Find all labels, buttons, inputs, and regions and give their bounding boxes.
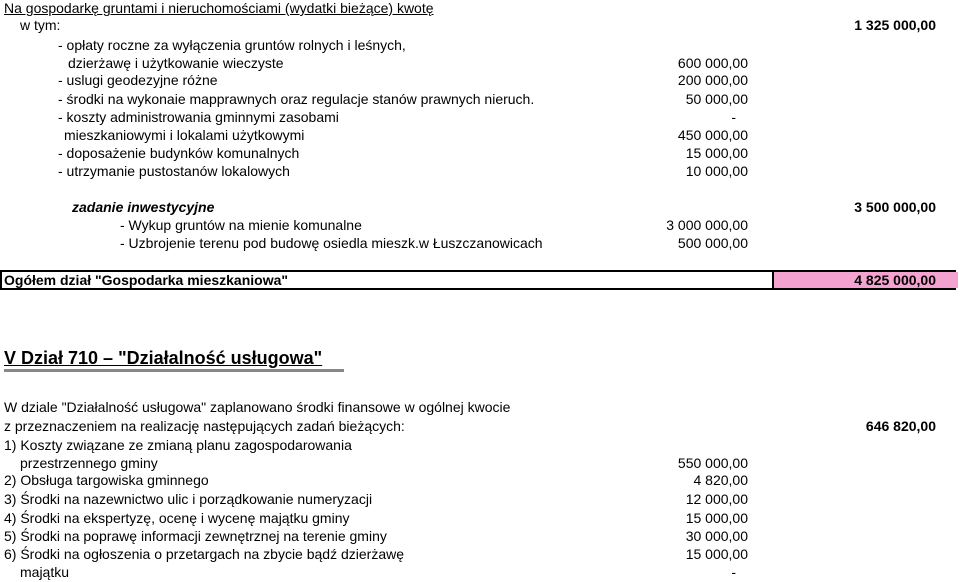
section-item-amount: 550 000,00	[677, 455, 748, 471]
item-label: - środki na wykonaie mapprawnych oraz regulacje stanów prawnych nieruch.	[58, 91, 535, 107]
item-label: - opłaty roczne za wyłączenia gruntów rolnych i leśnych,	[58, 37, 406, 53]
heading-underline	[4, 369, 344, 372]
section-item-amount: 15 000,00	[685, 510, 748, 526]
item-label: dzierżawę i użytkowanie wieczyste	[68, 55, 284, 71]
summary-amount: 4 825 000,00	[854, 272, 936, 288]
section-intro: z przeznaczeniem na realizację następujących zadań bieżących:	[4, 418, 405, 434]
summary-highlight	[772, 272, 958, 288]
w-tym-label: w tym:	[20, 17, 61, 33]
item-amount: 200 000,00	[677, 72, 748, 88]
item-amount: 600 000,00	[677, 55, 748, 71]
invest-total: 3 500 000,00	[854, 199, 936, 215]
section-item-label: 2) Obsługa targowiska gminnego	[4, 472, 209, 488]
section-item-amount: 12 000,00	[685, 491, 748, 507]
section-item-amount: 4 820,00	[693, 472, 748, 488]
section-item-label: 5) Środki na poprawę informacji zewnętrznej na terenie gminy	[4, 528, 387, 544]
item-label: - utrzymanie pustostanów lokalowych	[58, 163, 290, 179]
invest-item-amount: 3 000 000,00	[666, 217, 748, 233]
section-intro: W dziale "Działalność usługowa" zaplanowano środki finansowe w ogólnej kwocie	[4, 399, 511, 415]
invest-item-amount: 500 000,00	[677, 235, 748, 251]
item-label: mieszkaniowymi i lokalami użytkowymi	[64, 127, 305, 143]
section-item-label: 1) Koszty związane ze zmianą planu zagospodarowania	[4, 437, 352, 453]
item-amount: 10 000,00	[685, 163, 748, 179]
item-amount: -	[731, 109, 736, 125]
section-title: Na gospodarkę gruntami i nieruchomościami (wydatki bieżące) kwotę	[4, 0, 434, 16]
invest-item-label: - Wykup gruntów na mienie komunalne	[120, 217, 362, 233]
section-item-label: przestrzennego gminy	[20, 455, 158, 471]
summary-row	[0, 270, 956, 290]
item-amount: 50 000,00	[685, 91, 748, 107]
item-label: - uslugi geodezyjne różne	[58, 72, 218, 88]
invest-label: zadanie inwestycyjne	[72, 199, 215, 215]
intro-total: 1 325 000,00	[854, 17, 936, 33]
section-heading: V Dział 710 – "Działalność usługowa"	[4, 348, 323, 368]
section-item-label: 3) Środki na nazewnictwo ulic i porządkowanie numeryzacji	[4, 491, 373, 507]
section-item-label: 4) Środki na ekspertyzę, ocenę i wycenę majątku gminy	[4, 510, 350, 526]
section-item-label: 6) Środki na ogłoszenia o przetargach na zbycie bądź dzierżawę	[4, 546, 405, 562]
section-item-amount: -	[731, 564, 736, 580]
section-item-amount: 15 000,00	[685, 546, 748, 562]
item-label: - doposażenie budynków komunalnych	[58, 145, 300, 161]
item-amount: 15 000,00	[685, 145, 748, 161]
item-amount: 450 000,00	[677, 127, 748, 143]
summary-label: Ogółem dział "Gospodarka mieszkaniowa"	[4, 272, 289, 288]
invest-item-label: - Uzbrojenie terenu pod budowę osiedla mieszk.w Łuszczanowicach	[120, 235, 543, 251]
section-item-label: majątku	[20, 564, 70, 580]
section-item-amount: 30 000,00	[685, 528, 748, 544]
section-total: 646 820,00	[865, 418, 936, 434]
item-label: - koszty administrowania gminnymi zasobami	[58, 109, 339, 125]
